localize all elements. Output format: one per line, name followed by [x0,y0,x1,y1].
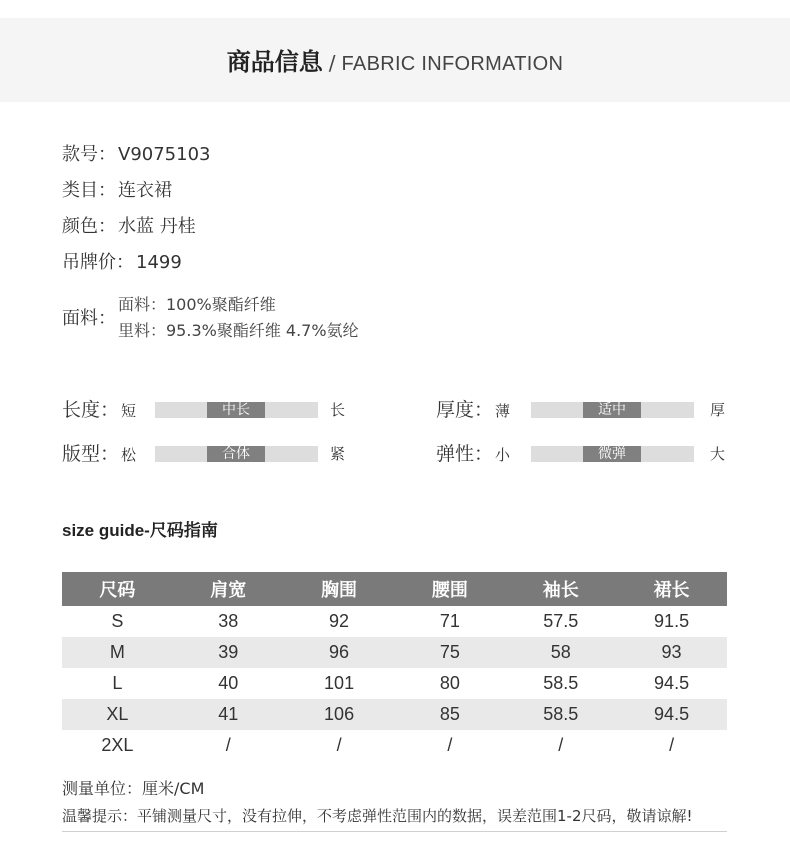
size-guide-title [62,516,218,541]
table-cell: 58.5 [505,699,616,730]
header-waist: 腰围 [394,572,505,606]
title-cn: 商品信息 [226,48,323,76]
table-cell: XL [62,699,173,730]
fabric-lining: 里料：95.3%聚酯纤维 4.7%氨纶 [118,321,359,340]
length-label: 长度： [62,399,120,421]
table-cell: 94.5 [616,699,727,730]
header-shoulder: 肩宽 [173,572,284,606]
table-cell: / [336,735,342,755]
table-cell: 39 [173,637,284,668]
thickness-label: 厚度： [436,399,494,421]
header-sleeve: 袖长 [505,572,616,606]
category-label: 类目： [62,180,116,201]
length-label-group [62,398,136,422]
thickness-scale-bar [531,402,694,418]
table-cell: 40 [218,673,239,693]
fit-label: 版型： [62,443,120,465]
table-cell: L [112,673,123,693]
color-row [62,215,196,239]
table-cell: M [62,637,173,668]
fabric-outer: 面料：100%聚酯纤维 [118,295,276,314]
table-cell: / [669,735,675,755]
fit-high: 紧 [330,445,346,463]
table-row [62,637,727,668]
elasticity-high: 大 [710,445,726,463]
style-number-value: V9075103 [118,144,211,165]
table-cell: / [225,735,231,755]
style-number-row [62,143,210,167]
color-label: 颜色： [62,216,116,237]
fit-label-group [62,442,136,466]
elasticity-scale-bar [531,446,694,462]
table-row [62,606,727,637]
thickness-high: 厚 [710,401,726,419]
table-row [62,668,727,699]
title-separator: / [328,51,336,75]
fit-marker: 合体 [207,446,265,462]
table-cell: 96 [284,637,395,668]
table-cell: 58.5 [543,673,579,693]
table-cell: 57.5 [543,611,579,631]
table-cell: 41 [173,699,284,730]
elasticity-label-group [436,442,510,466]
size-guide-title-en: size guide- [62,521,150,540]
price-value: 1499 [136,252,182,273]
table-cell: 80 [439,673,460,693]
length-marker: 中长 [207,402,265,418]
table-row [62,699,727,730]
measurement-tip: 温馨提示：平铺测量尺寸，没有拉伸，不考虑弹性范围内的数据，误差范围1-2尺码，敬请谅解! [62,807,693,825]
table-cell: / [447,735,453,755]
table-cell: 92 [329,611,350,631]
table-cell: 2XL [101,735,134,755]
fabric-composition [118,292,359,344]
table-cell: 71 [439,611,460,631]
style-number-label: 款号： [62,144,116,165]
size-guide-title-cn: 尺码指南 [149,521,218,541]
header-size: 尺码 [62,572,173,606]
table-cell: 91.5 [654,611,690,631]
section-header [0,18,790,102]
title-en: FABRIC INFORMATION [341,53,564,75]
category-row [62,179,172,203]
header-dress-length: 裙长 [616,572,727,606]
length-scale-bar [155,402,318,418]
header-bust: 胸围 [284,572,395,606]
size-table [62,572,727,761]
measurement-unit: 测量单位：厘米/CM [62,779,205,798]
elasticity-marker: 微弹 [583,446,641,462]
price-label: 吊牌价： [62,252,134,273]
table-cell: 106 [284,699,395,730]
thickness-marker: 适中 [583,402,641,418]
size-table-header [62,572,727,606]
table-cell: 85 [394,699,505,730]
bottom-divider [62,831,727,832]
color-value: 水蓝 丹桂 [118,216,196,237]
fit-low: 松 [121,446,137,464]
table-cell: 93 [616,637,727,668]
table-row [62,730,727,761]
price-row [62,251,182,275]
table-cell: 75 [394,637,505,668]
category-value: 连衣裙 [118,180,172,201]
elasticity-low: 小 [495,446,511,464]
table-cell: S [111,611,124,631]
table-cell: 94.5 [654,673,690,693]
length-high: 长 [330,401,346,419]
table-cell: 58 [505,637,616,668]
length-low: 短 [121,402,137,420]
thickness-low: 薄 [495,402,511,420]
section-title [0,45,790,79]
fit-scale-bar [155,446,318,462]
thickness-label-group [436,398,510,422]
elasticity-label: 弹性： [436,443,494,465]
table-cell: 101 [324,673,355,693]
fabric-label: 面料： [62,308,116,329]
table-cell: 38 [218,611,239,631]
table-cell: / [558,735,564,755]
